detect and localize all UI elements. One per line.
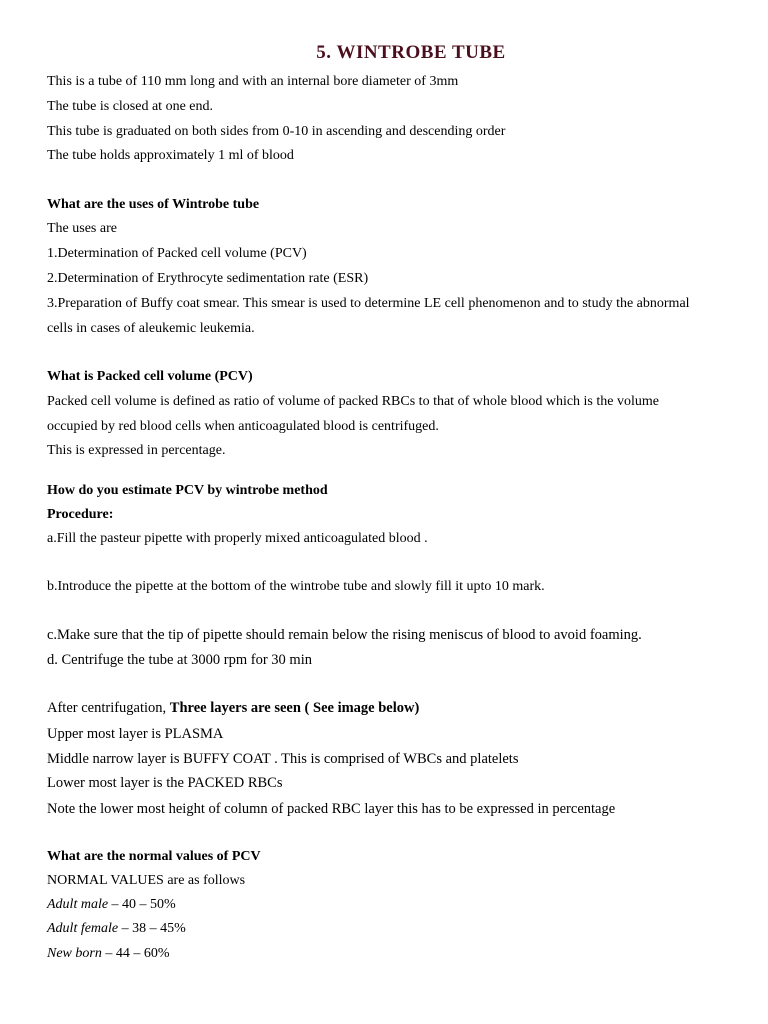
uses-lead: The uses are xyxy=(47,221,117,236)
procedure-step: c.Make sure that the tip of pipette should remain below the rising meniscus of blood to avoid foaming. xyxy=(47,627,642,643)
pcv-line: occupied by red blood cells when anticoagulated blood is centrifuged. xyxy=(47,419,439,434)
uses-item: cells in cases of aleukemic leukemia. xyxy=(47,321,255,336)
uses-item: 1.Determination of Packed cell volume (PCV) xyxy=(47,246,307,261)
pcv-heading: What is Packed cell volume (PCV) xyxy=(47,369,253,384)
normal-value-label: Adult male xyxy=(47,897,109,912)
layers-lead xyxy=(47,699,419,717)
procedure-step: d. Centrifuge the tube at 3000 rpm for 30 min xyxy=(47,652,312,668)
normal-value: – 44 – 60% xyxy=(101,946,170,961)
normal-value-row xyxy=(47,920,186,938)
layers-line: Note the lower most height of column of packed RBC layer this has to be expressed in percentage xyxy=(47,801,616,817)
normal-heading: What are the normal values of PCV xyxy=(47,849,261,864)
method-heading: How do you estimate PCV by wintrobe method xyxy=(47,483,328,498)
intro-line: This tube is graduated on both sides from 0-10 in ascending and descending order xyxy=(47,124,506,139)
procedure-label: Procedure: xyxy=(47,507,114,522)
procedure-step: a.Fill the pasteur pipette with properly mixed anticoagulated blood . xyxy=(47,531,428,546)
pcv-line: This is expressed in percentage. xyxy=(47,443,226,458)
uses-heading: What are the uses of Wintrobe tube xyxy=(47,197,260,212)
layers-line: Lower most layer is the PACKED RBCs xyxy=(47,775,283,791)
intro-line: The tube is closed at one end. xyxy=(47,99,214,114)
layers-lead-text: After centrifugation, xyxy=(47,700,170,716)
intro-line: This is a tube of 110 mm long and with an internal bore diameter of 3mm xyxy=(47,74,459,89)
uses-item: 3.Preparation of Buffy coat smear. This smear is used to determine LE cell phenomenon and to study the abnormal xyxy=(47,296,690,311)
normal-value: – 38 – 45% xyxy=(118,921,186,936)
uses-item: 2.Determination of Erythrocyte sedimentation rate (ESR) xyxy=(47,271,369,286)
normal-value-row xyxy=(47,945,170,963)
intro-line: The tube holds approximately 1 ml of blood xyxy=(47,148,294,163)
page-title: 5. WINTROBE TUBE xyxy=(316,42,506,63)
procedure-step: b.Introduce the pipette at the bottom of the wintrobe tube and slowly fill it upto 10 mark. xyxy=(47,579,545,594)
normal-value: – 40 – 50% xyxy=(108,897,176,912)
layers-lead-emphasis: Three layers are seen ( See image below) xyxy=(169,700,420,716)
normal-value-label: New born xyxy=(47,946,102,961)
normal-value-row xyxy=(47,896,176,914)
normal-value-label: Adult female xyxy=(47,921,119,936)
pcv-line: Packed cell volume is defined as ratio of volume of packed RBCs to that of whole blood which is the volume xyxy=(47,394,659,409)
normal-lead: NORMAL VALUES are as follows xyxy=(47,873,246,888)
layers-line: Upper most layer is PLASMA xyxy=(47,726,224,742)
layers-line: Middle narrow layer is BUFFY COAT . This is comprised of WBCs and platelets xyxy=(47,751,519,767)
